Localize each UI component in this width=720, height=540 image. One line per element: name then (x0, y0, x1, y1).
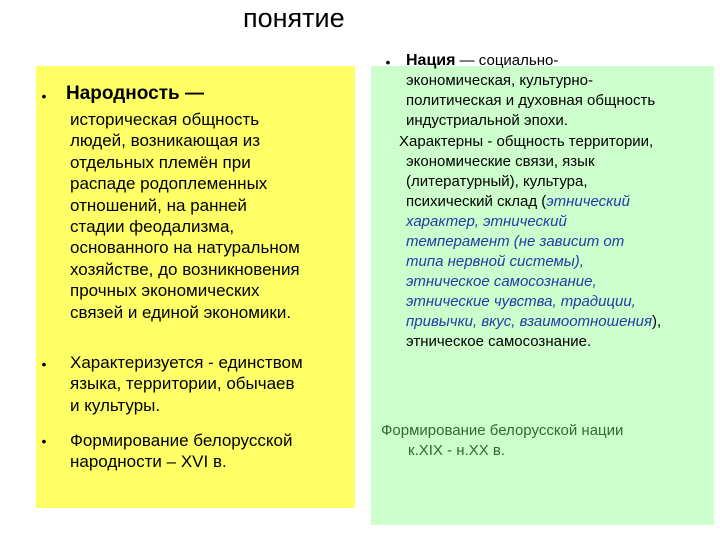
relations-italic: привычки, вкус, взаимоотношения (406, 313, 653, 330)
characteristics-bullet (70, 352, 303, 416)
naciya-line: экономическая, культурно- (406, 72, 594, 89)
nation-formation-line: к.XIX - н.XX в. (408, 442, 506, 459)
italic-line: этнические чувства, традиции, (406, 293, 636, 310)
narodnost-term: Народность — (66, 83, 204, 104)
bullet-marker: • (41, 88, 47, 104)
italic-line: темперамент (не зависит от (406, 233, 625, 250)
definition-line: основанного на натуральном (70, 238, 300, 258)
definition-line: распаде родоплеменных (70, 174, 268, 194)
formation-line: Формирование белорусской (70, 431, 293, 450)
definition-line: историческая общность (70, 110, 260, 129)
characteristics-line: Характеризуется - единством (70, 353, 303, 372)
definition-line: хозяйстве, до возникновения (70, 259, 300, 279)
characteristics-list (406, 152, 661, 352)
characteristics-line: и культуры. (70, 395, 161, 415)
nation-formation (381, 421, 623, 461)
bullet-marker: • (41, 356, 47, 372)
formation-line: народности – XVI в. (70, 452, 227, 472)
italic-line: этническое самосознание, (406, 273, 597, 290)
bullet-marker: • (41, 433, 47, 449)
relations-suffix: ), (652, 313, 662, 330)
characteristics-intro: Характерны - общность территории, (399, 133, 654, 150)
naciya-heading (406, 51, 558, 71)
bullet-marker: • (385, 54, 391, 70)
definition-line: стадии феодализма, (70, 217, 235, 237)
naciya-term: Нация (406, 52, 456, 69)
naciya-definition (406, 71, 655, 131)
definition-line: прочных экономических (70, 281, 260, 301)
final-line: этническое самосознание. (406, 333, 592, 350)
characteristics-line: экономические связи, язык (406, 153, 595, 170)
characteristics-line: языка, территории, обычаев (70, 374, 295, 394)
relations-line (406, 312, 661, 332)
psych-prefix: психический склад ( (406, 193, 547, 210)
italic-line: характер, этнический (406, 213, 567, 230)
naciya-line: индустриальной эпохи. (406, 112, 568, 129)
definition-line: отношений, на ранней (70, 195, 247, 215)
definition-line: связей и единой экономики. (70, 302, 292, 322)
narodnost-definition (70, 109, 300, 323)
naciya-dash: — социально- (455, 52, 559, 69)
psych-italic: этнический (546, 193, 630, 210)
nation-formation-line: Формирование белорусской нации (381, 422, 624, 439)
definition-line: отдельных племён при (70, 152, 251, 172)
italic-line: типа нервной системы), (406, 253, 584, 270)
naciya-line: политическая и духовная общность (406, 92, 656, 109)
characteristics-line: (литературный), культура, (406, 173, 588, 190)
definition-line: людей, возникающая из (70, 131, 261, 151)
slide-title: понятие (243, 3, 345, 33)
psych-line (406, 192, 661, 212)
formation-bullet (70, 430, 292, 473)
